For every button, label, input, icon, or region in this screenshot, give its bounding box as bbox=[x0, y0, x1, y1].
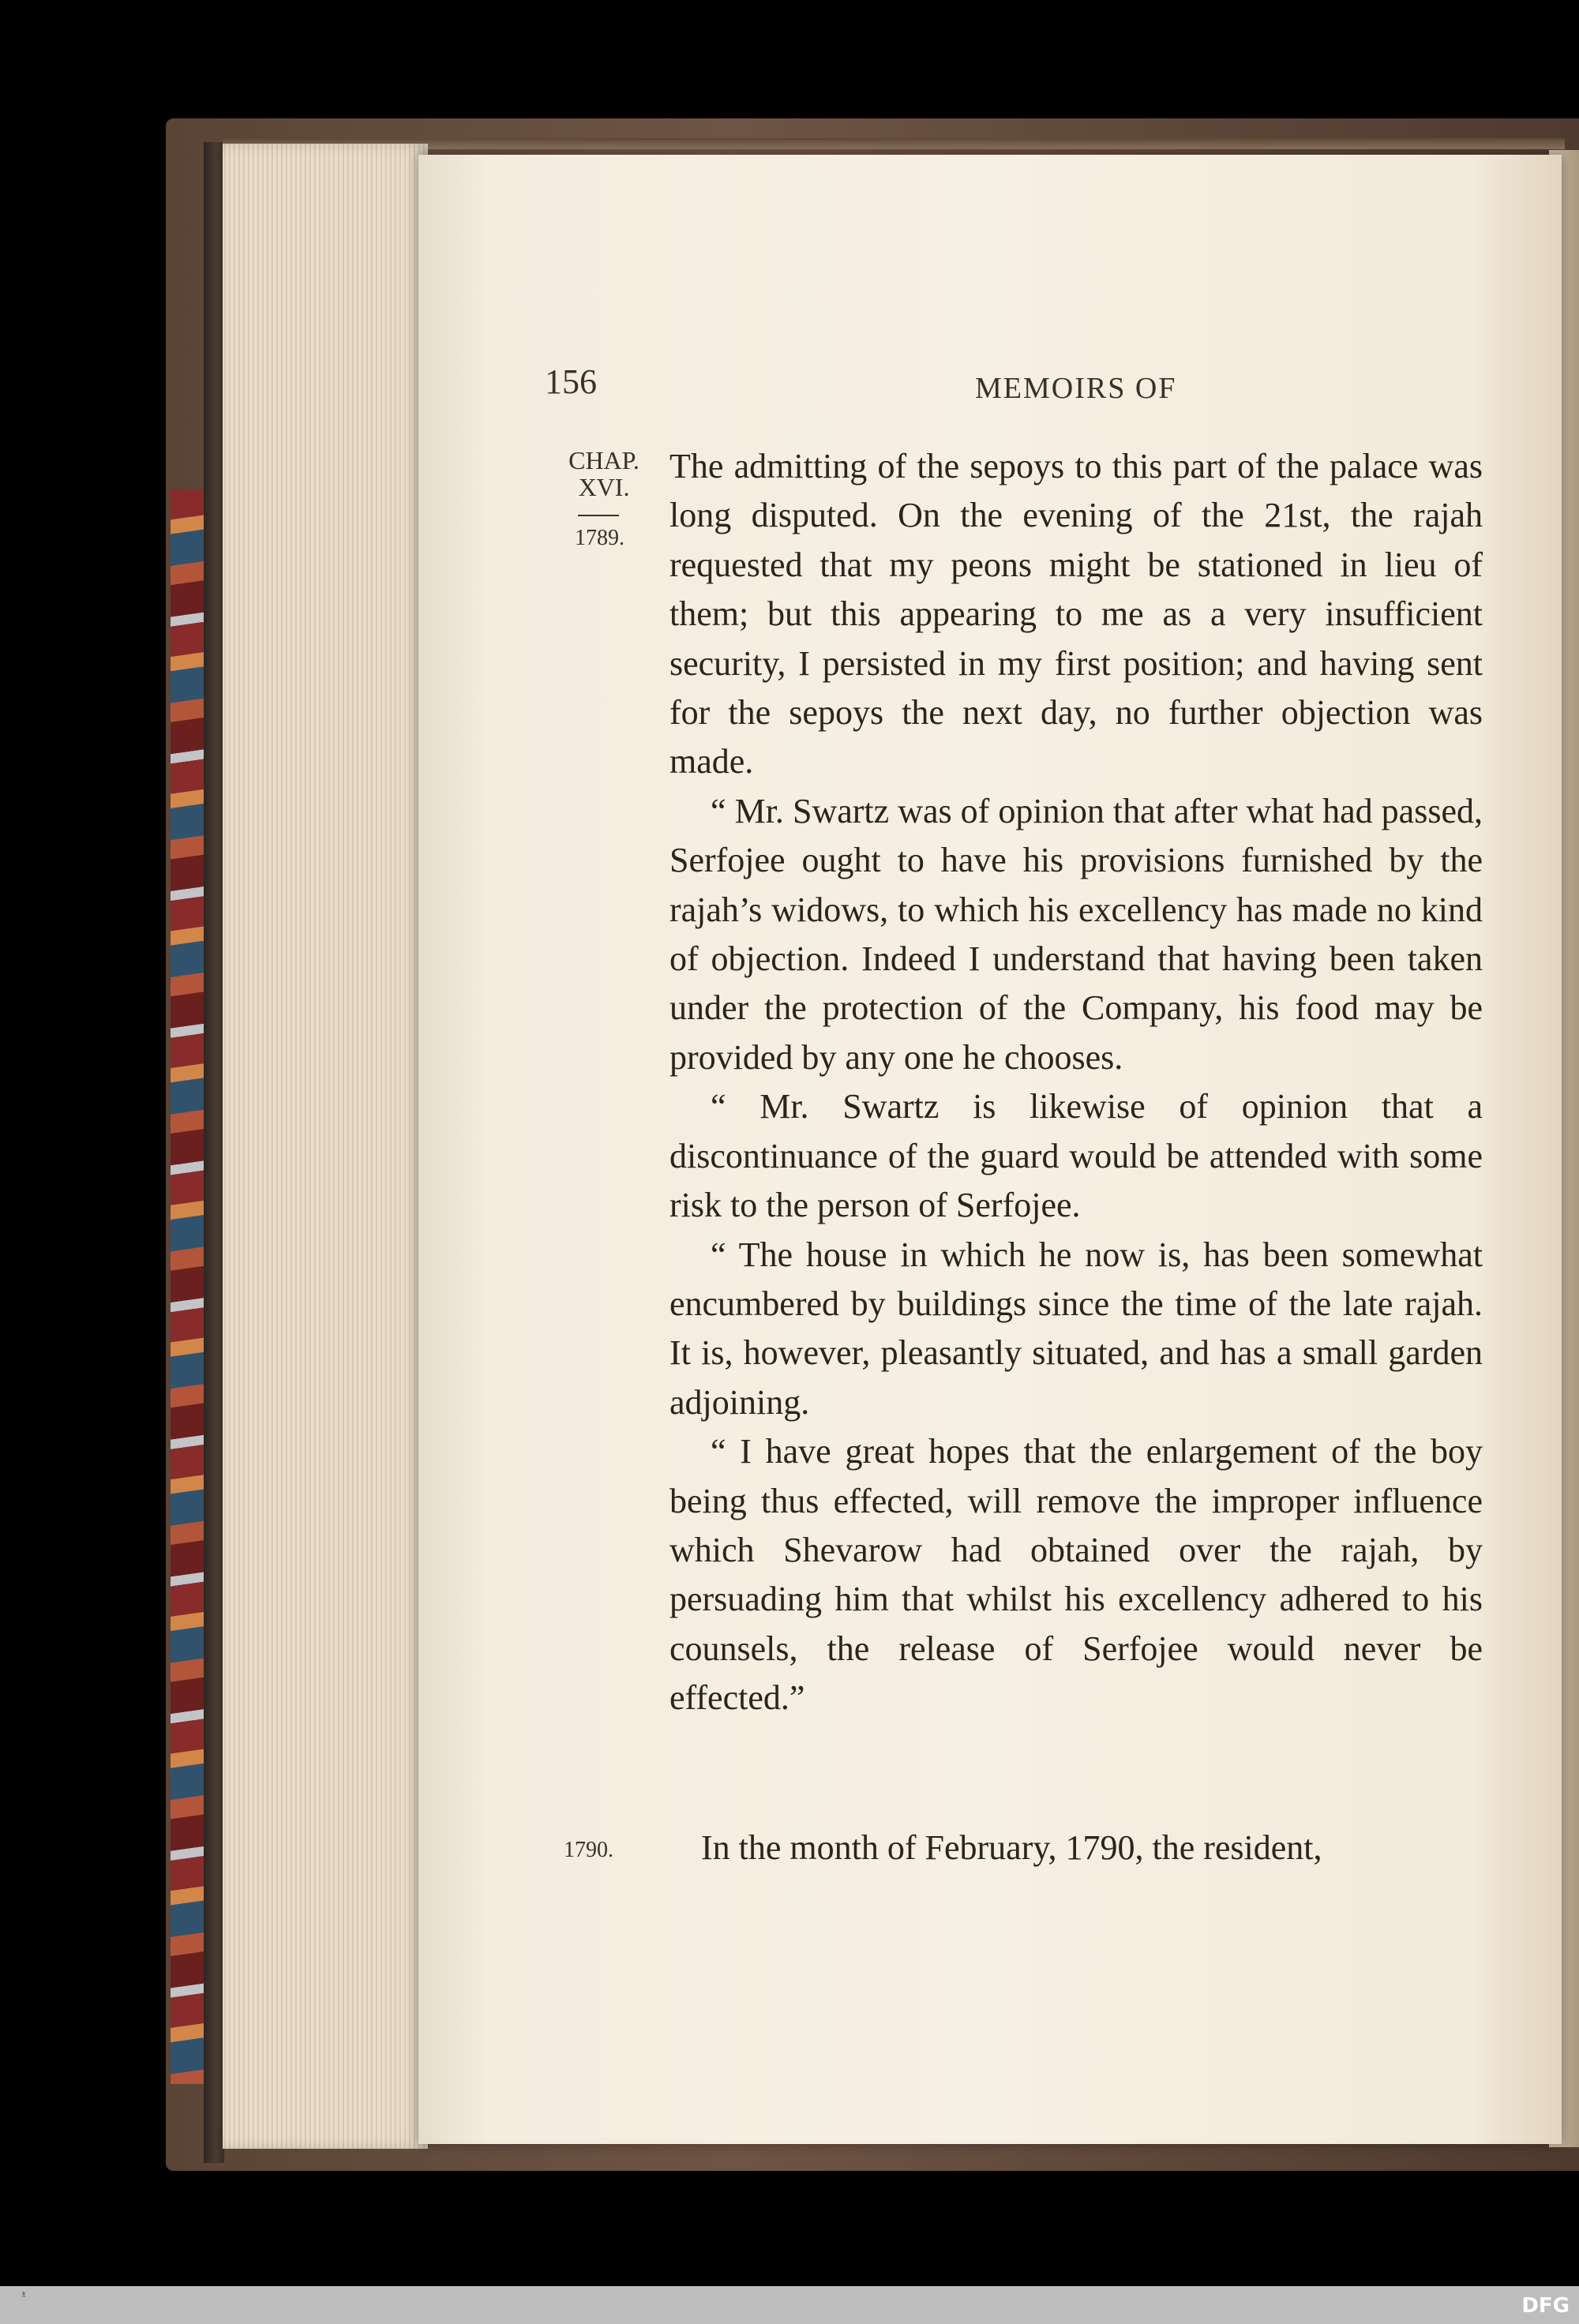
running-title: MEMOIRS OF bbox=[975, 372, 1177, 405]
marbled-edge bbox=[171, 489, 204, 2084]
viewer-footer-band bbox=[0, 2286, 1579, 2324]
paragraph: “ The house in which he now is, has been somewhat encumbered by buildings since the time of the late rajah. It is, however, pleasantly situated, and has a small garden adjoining. bbox=[669, 1235, 1483, 1422]
chapter-rule bbox=[578, 515, 619, 516]
chapter-marker bbox=[568, 447, 639, 500]
dfg-logo: DFG bbox=[1521, 2294, 1570, 2318]
paragraph: “ I have great hopes that the enlargement of the boy being thus effected, will remove the improper influence which Shevarow had obtained over the rajah, by persuading him that whilst his excellency adhered to his counsels, the release of Serfojee would never be effected.” bbox=[669, 1432, 1483, 1718]
library-logo-icon: ♗ bbox=[20, 2291, 28, 2300]
paragraph: The admitting of the sepoys to this part of the palace was long disputed. On the evening of the 21st, the rajah requested that my peons might be stationed in lieu of them; but this appearing to me as a very insufficient security, I persisted in my first position; and having sent for the sepoys the next day, no further objection was made. bbox=[669, 447, 1483, 782]
page-stack bbox=[223, 144, 428, 2149]
chapter-label: CHAP. bbox=[568, 446, 639, 474]
page-number: 156 bbox=[545, 362, 597, 401]
paragraph: “ Mr. Swartz is likewise of opinion that a discontinuance of the guard would be attended with some risk to the person of Serfojee. bbox=[669, 1087, 1483, 1225]
margin-year-1790: 1790. bbox=[564, 1838, 613, 1862]
body-text bbox=[669, 442, 1483, 1723]
paragraph: “ Mr. Swartz was of opinion that after what had passed, Serfojee ought to have his provisions furnished by the rajah’s widows, to which his excellency has made no kind of objection. Indeed I understand that having been taken under the protection of the Company, his food may be provided by any one he chooses. bbox=[669, 791, 1483, 1077]
final-line: In the month of February, 1790, the resident, bbox=[701, 1828, 1322, 1867]
cover-spine-edge bbox=[204, 142, 224, 2163]
chapter-number: XVI. bbox=[578, 473, 630, 501]
margin-year-1789: 1789. bbox=[575, 526, 624, 550]
